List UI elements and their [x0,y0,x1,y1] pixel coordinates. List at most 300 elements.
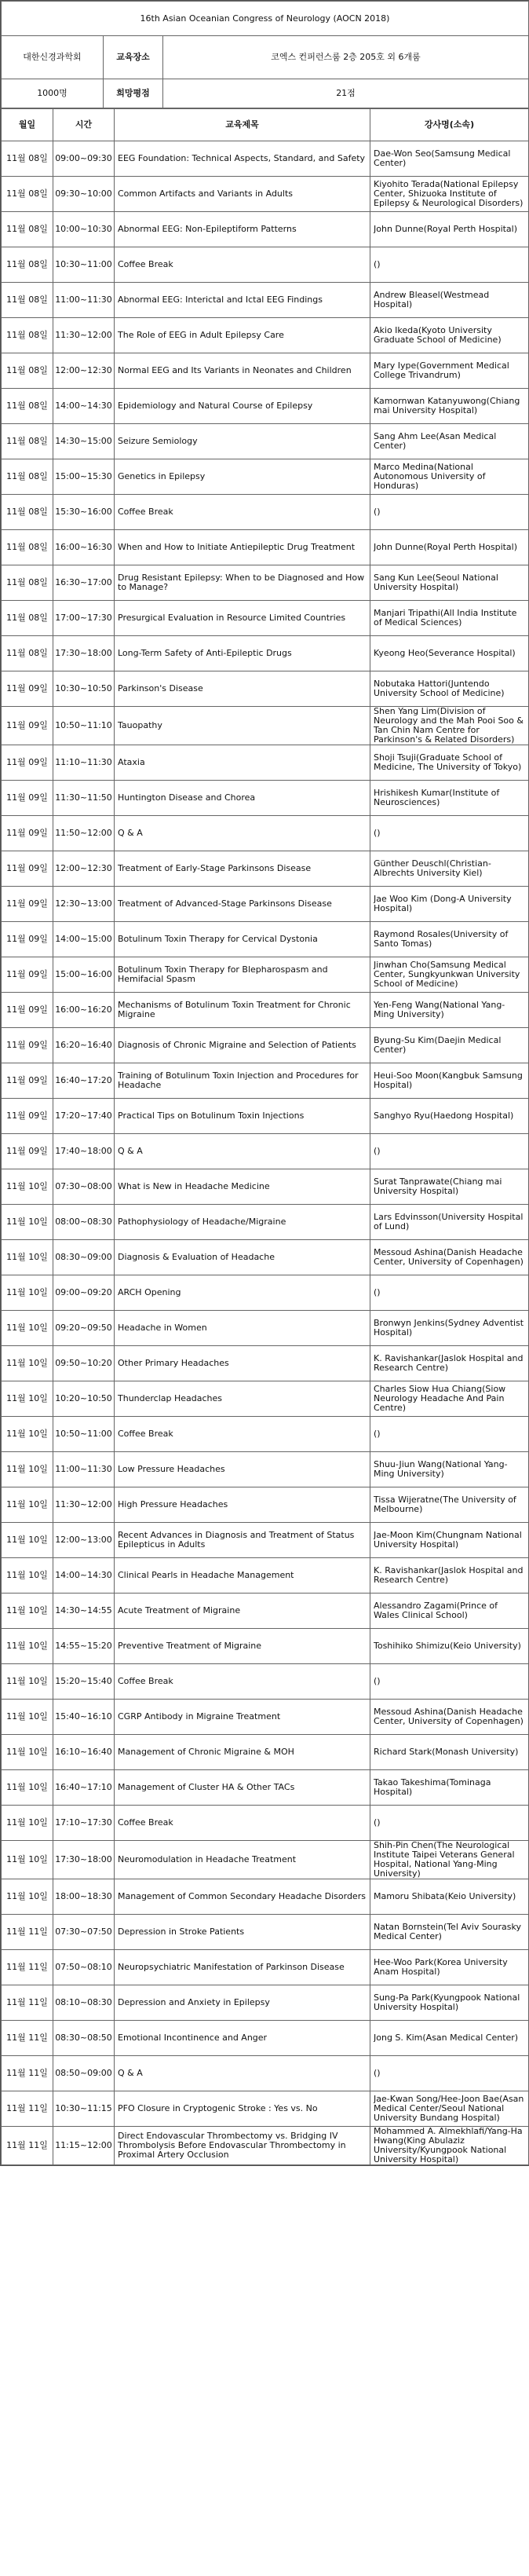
time-cell: 10:30~11:00 [53,247,115,283]
date-cell: 11월 10일 [2,1806,53,1841]
topic-cell: Diagnosis & Evaluation of Headache [115,1240,370,1275]
table-row [2,745,529,781]
time-cell: 17:30~18:00 [53,636,115,671]
date-cell: 11월 09일 [2,671,53,707]
topic-cell: Treatment of Early-Stage Parkinsons Disease [115,851,370,887]
speaker-cell [370,495,529,530]
table-row [2,993,529,1028]
date-cell: 11월 10일 [2,1240,53,1275]
speaker-cell [370,1169,529,1205]
date-cell: 11월 08일 [2,177,53,212]
date-cell: 11월 09일 [2,851,53,887]
speaker-cell [370,745,529,781]
date-cell: 11월 11일 [2,1950,53,1985]
speaker-cell [370,1915,529,1950]
date-cell: 11월 09일 [2,816,53,851]
time-cell: 15:00~16:00 [53,957,115,993]
speaker-text: Messoud Ashina(Danish Headache Center, University of Copenhagen) [374,1707,524,1726]
speaker-cell [370,1523,529,1558]
date-cell: 11월 08일 [2,283,53,318]
schedule-table [1,108,529,2165]
speaker-cell [370,424,529,459]
speaker-cell [370,459,529,495]
table-row [2,2091,529,2127]
topic-cell: Botulinum Toxin Therapy for Cervical Dystonia [115,922,370,957]
topic-cell: Management of Chronic Migraine & MOH [115,1735,370,1770]
date-cell: 11월 10일 [2,1879,53,1915]
time-cell: 16:30~17:00 [53,565,115,601]
table-row [2,1879,529,1915]
speaker-text: Toshihiko Shimizu(Keio University) [374,1641,521,1651]
speaker-text: Byung-Su Kim(Daejin Medical Center) [374,1036,502,1055]
time-cell: 14:00~14:30 [53,389,115,424]
topic-cell: High Pressure Headaches [115,1487,370,1523]
time-cell: 08:30~09:00 [53,1240,115,1275]
date-cell: 11월 09일 [2,781,53,816]
table-row [2,530,529,565]
table-row [2,177,529,212]
speaker-cell [370,2056,529,2091]
time-cell: 16:40~17:10 [53,1770,115,1806]
participants: 1000명 [2,79,104,108]
speaker-text: Jae-Moon Kim(Chungnam National University Hospital) [374,1531,522,1550]
speaker-cell [370,1134,529,1169]
topic-cell: Genetics in Epilepsy [115,459,370,495]
speaker-cell [370,1950,529,1985]
date-cell: 11월 09일 [2,745,53,781]
speaker-text: Charles Siow Hua Chiang(Siow Neurology Headache And Pain Centre) [374,1385,506,1413]
date-cell: 11월 10일 [2,1629,53,1664]
speaker-cell [370,922,529,957]
topic-cell: Seizure Semiology [115,424,370,459]
speaker-text: Natan Bornstein(Tel Aviv Sourasky Medical Center) [374,1923,521,1941]
speaker-cell [370,1311,529,1346]
topic-cell: Treatment of Advanced-Stage Parkinsons Disease [115,887,370,922]
topic-cell: Thunderclap Headaches [115,1381,370,1417]
time-cell: 14:30~15:00 [53,424,115,459]
topic-cell: Q & A [115,816,370,851]
time-cell: 15:20~15:40 [53,1664,115,1700]
date-cell: 11월 08일 [2,459,53,495]
topic-cell: Coffee Break [115,495,370,530]
topic-cell: Mechanisms of Botulinum Toxin Treatment for Chronic Migraine [115,993,370,1028]
topic-cell: Depression in Stroke Patients [115,1915,370,1950]
speaker-text: Sanghyo Ryu(Haedong Hospital) [374,1111,514,1121]
speaker-cell [370,1879,529,1915]
time-cell: 14:00~15:00 [53,922,115,957]
speaker-text: Sang Kun Lee(Seoul National University Hospital) [374,573,498,592]
topic-cell: Abnormal EEG: Interictal and Ictal EEG Findings [115,283,370,318]
date-cell: 11월 10일 [2,1346,53,1381]
speaker-cell [370,1841,529,1879]
date-cell: 11월 08일 [2,318,53,353]
time-cell: 12:00~12:30 [53,353,115,389]
date-cell: 11월 08일 [2,389,53,424]
speaker-text: Manjari Tripathi(All India Institute of Medical Sciences) [374,609,517,628]
topic-cell: Q & A [115,1134,370,1169]
speaker-text: Shih-Pin Chen(The Neurological Institute Taipei Veterans General Hospital, National Yang-Ming University) [374,1841,515,1879]
table-row [2,1487,529,1523]
topic-cell: Depression and Anxiety in Epilepsy [115,1985,370,2021]
column-header-row [2,109,529,141]
speaker-cell [370,1487,529,1523]
speaker-text: () [374,1818,381,1828]
date-cell: 11월 08일 [2,247,53,283]
topic-cell: Epidemiology and Natural Course of Epilepsy [115,389,370,424]
speaker-cell [370,1063,529,1099]
speaker-cell [370,2021,529,2056]
date-cell: 11월 10일 [2,1417,53,1452]
date-cell: 11월 10일 [2,1205,53,1240]
speaker-cell [370,1452,529,1487]
table-row [2,1629,529,1664]
time-cell: 14:30~14:55 [53,1594,115,1629]
topic-cell: Abnormal EEG: Non-Epileptiform Patterns [115,212,370,247]
speaker-text: Hrishikesh Kumar(Institute of Neurosciences) [374,789,500,807]
date-cell: 11월 11일 [2,2091,53,2127]
speaker-text: () [374,507,381,517]
time-cell: 09:00~09:20 [53,1275,115,1311]
table-row [2,353,529,389]
table-row [2,247,529,283]
speaker-cell [370,1099,529,1134]
date-cell: 11월 11일 [2,2021,53,2056]
topic-cell: Common Artifacts and Variants in Adults [115,177,370,212]
speaker-text: Jae-Kwan Song/Hee-Joon Bae(Asan Medical Center/Seoul National University Bundang Hospital) [374,2095,524,2123]
speaker-text: Günther Deuschl(Christian-Albrechts University Kiel) [374,859,491,878]
schedule-body [2,141,529,2165]
speaker-cell [370,1735,529,1770]
topic-cell: Acute Treatment of Migraine [115,1594,370,1629]
date-cell: 11월 08일 [2,601,53,636]
date-cell: 11월 10일 [2,1311,53,1346]
time-cell: 11:15~12:00 [53,2127,115,2165]
topic-cell: When and How to Initiate Antiepileptic Drug Treatment [115,530,370,565]
speaker-text: () [374,829,381,838]
topic-cell: Management of Common Secondary Headache Disorders [115,1879,370,1915]
table-row [2,1311,529,1346]
topic-cell: Other Primary Headaches [115,1346,370,1381]
table-row [2,1985,529,2021]
time-cell: 08:30~08:50 [53,2021,115,2056]
speaker-cell [370,1700,529,1735]
table-row [2,781,529,816]
date-cell: 11월 09일 [2,922,53,957]
table-row [2,283,529,318]
col-date: 월일 [2,109,53,141]
date-cell: 11월 11일 [2,1915,53,1950]
speaker-text: Dae-Won Seo(Samsung Medical Center) [374,149,511,168]
time-cell: 10:00~10:30 [53,212,115,247]
time-cell: 08:10~08:30 [53,1985,115,2021]
venue-value: 코엑스 컨퍼런스룸 2층 205호 외 6개룸 [163,36,529,79]
speaker-cell [370,1629,529,1664]
time-cell: 11:00~11:30 [53,283,115,318]
speaker-text: K. Ravishankar(Jaslok Hospital and Research Centre) [374,1354,524,1373]
speaker-cell [370,1558,529,1594]
topic-cell: EEG Foundation: Technical Aspects, Standard, and Safety [115,141,370,177]
table-row [2,922,529,957]
date-cell: 11월 08일 [2,424,53,459]
topic-cell: Coffee Break [115,247,370,283]
congress-title: 16th Asian Oceanian Congress of Neurology (AOCN 2018) [2,2,529,36]
topic-cell: Q & A [115,2056,370,2091]
speaker-cell [370,141,529,177]
col-speaker: 강사명(소속) [370,109,529,141]
time-cell: 10:50~11:10 [53,707,115,745]
table-row [2,1594,529,1629]
organizer: 대한신경과학회 [2,36,104,79]
date-cell: 11월 08일 [2,565,53,601]
time-cell: 10:30~11:15 [53,2091,115,2127]
time-cell: 10:30~10:50 [53,671,115,707]
date-cell: 11월 08일 [2,212,53,247]
time-cell: 15:00~15:30 [53,459,115,495]
time-cell: 17:40~18:00 [53,1134,115,1169]
speaker-cell [370,247,529,283]
date-cell: 11월 08일 [2,530,53,565]
speaker-cell [370,283,529,318]
date-cell: 11월 10일 [2,1594,53,1629]
time-cell: 16:00~16:30 [53,530,115,565]
time-cell: 09:20~09:50 [53,1311,115,1346]
table-row [2,565,529,601]
date-cell: 11월 08일 [2,353,53,389]
table-row [2,636,529,671]
speaker-text: Messoud Ashina(Danish Headache Center, University of Copenhagen) [374,1248,524,1267]
speaker-cell [370,851,529,887]
speaker-cell [370,1205,529,1240]
time-cell: 11:30~12:00 [53,318,115,353]
speaker-text: John Dunne(Royal Perth Hospital) [374,225,518,234]
time-cell: 07:50~08:10 [53,1950,115,1985]
table-row [2,1770,529,1806]
table-row [2,1134,529,1169]
topic-cell: Emotional Incontinence and Anger [115,2021,370,2056]
time-cell: 16:20~16:40 [53,1028,115,1063]
date-cell: 11월 11일 [2,2127,53,2165]
speaker-text: Sung-Pa Park(Kyungpook National University Hospital) [374,1993,520,2012]
topic-cell: Low Pressure Headaches [115,1452,370,1487]
speaker-cell [370,1770,529,1806]
topic-cell: Direct Endovascular Thrombectomy vs. Bridging IV Thrombolysis Before Endovascular Thrombectomy in Proximal Artery Occlusion [115,2127,370,2165]
topic-cell: Preventive Treatment of Migraine [115,1629,370,1664]
speaker-cell [370,1594,529,1629]
date-cell: 11월 08일 [2,495,53,530]
time-cell: 15:40~16:10 [53,1700,115,1735]
time-cell: 07:30~08:00 [53,1169,115,1205]
speaker-text: Jae Woo Kim (Dong-A University Hospital) [374,895,512,913]
table-row [2,2021,529,2056]
time-cell: 17:30~18:00 [53,1841,115,1879]
speaker-text: Alessandro Zagami(Prince of Wales Clinical School) [374,1601,498,1620]
topic-cell: Drug Resistant Epilepsy: When to be Diagnosed and How to Manage? [115,565,370,601]
table-row [2,1346,529,1381]
table-row [2,1169,529,1205]
topic-cell: Practical Tips on Botulinum Toxin Injections [115,1099,370,1134]
header-table [1,1,529,108]
table-row [2,2127,529,2165]
speaker-text: Heui-Soo Moon(Kangbuk Samsung Hospital) [374,1071,523,1090]
date-cell: 11월 10일 [2,1664,53,1700]
table-row [2,2056,529,2091]
time-cell: 09:30~10:00 [53,177,115,212]
date-cell: 11월 10일 [2,1700,53,1735]
table-row [2,424,529,459]
topic-cell: The Role of EEG in Adult Epilepsy Care [115,318,370,353]
speaker-text: () [374,1677,381,1686]
table-row [2,495,529,530]
topic-cell: Diagnosis of Chronic Migraine and Selection of Patients [115,1028,370,1063]
speaker-text: Shen Yang Lim(Division of Neurology and the Mah Pooi Soo & Tan Chin Nam Centre for Parkinson's & Related Disorders) [374,707,524,745]
table-row [2,459,529,495]
speaker-cell [370,177,529,212]
speaker-cell [370,530,529,565]
speaker-text: Kiyohito Terada(National Epilepsy Center, Shizuoka Institute of Epilepsy & Neurological Disorders) [374,180,524,208]
date-cell: 11월 10일 [2,1452,53,1487]
topic-cell: Clinical Pearls in Headache Management [115,1558,370,1594]
speaker-cell [370,816,529,851]
speaker-cell [370,1806,529,1841]
table-row [2,1452,529,1487]
speaker-text: John Dunne(Royal Perth Hospital) [374,543,518,552]
topic-cell: Coffee Break [115,1806,370,1841]
speaker-text: Akio Ikeda(Kyoto University Graduate School of Medicine) [374,326,502,345]
time-cell: 16:00~16:20 [53,993,115,1028]
speaker-cell [370,957,529,993]
speaker-text: () [374,1429,381,1439]
time-cell: 11:50~12:00 [53,816,115,851]
table-row [2,1028,529,1063]
time-cell: 11:10~11:30 [53,745,115,781]
topic-cell: Coffee Break [115,1417,370,1452]
table-row [2,887,529,922]
time-cell: 11:30~11:50 [53,781,115,816]
table-row [2,141,529,177]
date-cell: 11월 10일 [2,1770,53,1806]
date-cell: 11월 10일 [2,1487,53,1523]
speaker-cell [370,781,529,816]
topic-cell: Botulinum Toxin Therapy for Blepharospasm and Hemifacial Spasm [115,957,370,993]
date-cell: 11월 10일 [2,1169,53,1205]
topic-cell: Huntington Disease and Chorea [115,781,370,816]
date-cell: 11월 09일 [2,1028,53,1063]
table-row [2,212,529,247]
speaker-cell [370,212,529,247]
speaker-text: Mohammed A. Almekhlafi/Yang-Ha Hwang(King Abulaziz University/Kyungpook National University Hospital) [374,2127,523,2164]
speaker-text: Tissa Wijeratne(The University of Melbourne) [374,1495,516,1514]
speaker-cell [370,2091,529,2127]
table-row [2,1275,529,1311]
speaker-cell [370,1664,529,1700]
table-row [2,1523,529,1558]
topic-cell: What is New in Headache Medicine [115,1169,370,1205]
speaker-text: Marco Medina(National Autonomous University of Honduras) [374,463,486,491]
date-cell: 11월 09일 [2,1099,53,1134]
speaker-text: Hee-Woo Park(Korea University Anam Hospital) [374,1958,508,1977]
speaker-text: Richard Stark(Monash University) [374,1747,519,1757]
speaker-text: Shoji Tsuji(Graduate School of Medicine, The University of Tokyo) [374,753,522,772]
table-row [2,671,529,707]
time-cell: 17:20~17:40 [53,1099,115,1134]
speaker-text: Mamoru Shibata(Keio University) [374,1892,516,1901]
table-row [2,1915,529,1950]
time-cell: 09:00~09:30 [53,141,115,177]
date-cell: 11월 11일 [2,2056,53,2091]
date-cell: 11월 10일 [2,1735,53,1770]
topic-cell: PFO Closure in Cryptogenic Stroke : Yes vs. No [115,2091,370,2127]
speaker-text: Bronwyn Jenkins(Sydney Adventist Hospital) [374,1319,524,1337]
speaker-text: K. Ravishankar(Jaslok Hospital and Research Centre) [374,1566,524,1585]
topic-cell: Recent Advances in Diagnosis and Treatment of Status Epilepticus in Adults [115,1523,370,1558]
table-row [2,389,529,424]
time-cell: 11:00~11:30 [53,1452,115,1487]
speaker-text: Mary Iype(Government Medical College Trivandrum) [374,361,509,380]
topic-cell: CGRP Antibody in Migraine Treatment [115,1700,370,1735]
time-cell: 17:10~17:30 [53,1806,115,1841]
speaker-text: () [374,2069,381,2078]
speaker-cell [370,353,529,389]
time-cell: 07:30~07:50 [53,1915,115,1950]
speaker-cell [370,1240,529,1275]
time-cell: 12:30~13:00 [53,887,115,922]
speaker-cell [370,1985,529,2021]
col-topic: 교육제목 [115,109,370,141]
date-cell: 11월 09일 [2,957,53,993]
speaker-text: Sang Ahm Lee(Asan Medical Center) [374,432,497,451]
time-cell: 18:00~18:30 [53,1879,115,1915]
speaker-cell [370,565,529,601]
speaker-text: Yen-Feng Wang(National Yang-Ming University) [374,1001,505,1019]
date-cell: 11월 08일 [2,141,53,177]
table-row [2,1806,529,1841]
date-cell: 11월 10일 [2,1841,53,1879]
speaker-cell [370,389,529,424]
speaker-text: Surat Tanprawate(Chiang mai University Hospital) [374,1177,502,1196]
time-cell: 09:50~10:20 [53,1346,115,1381]
speaker-cell [370,318,529,353]
speaker-cell [370,601,529,636]
date-cell: 11월 10일 [2,1523,53,1558]
speaker-cell [370,887,529,922]
speaker-cell [370,1346,529,1381]
topic-cell: Parkinson's Disease [115,671,370,707]
table-row [2,1240,529,1275]
topic-cell: Long-Term Safety of Anti-Epileptic Drugs [115,636,370,671]
credit-label: 희망평점 [104,79,163,108]
date-cell: 11월 10일 [2,1275,53,1311]
topic-cell: Training of Botulinum Toxin Injection and Procedures for Headache [115,1063,370,1099]
table-row [2,1205,529,1240]
date-cell: 11월 10일 [2,1558,53,1594]
speaker-cell [370,1275,529,1311]
table-row [2,1700,529,1735]
time-cell: 11:30~12:00 [53,1487,115,1523]
time-cell: 12:00~13:00 [53,1523,115,1558]
table-row [2,1063,529,1099]
topic-cell: Neuromodulation in Headache Treatment [115,1841,370,1879]
table-row [2,1735,529,1770]
venue-label: 교육장소 [104,36,163,79]
speaker-cell [370,1028,529,1063]
topic-cell: Neuropsychiatric Manifestation of Parkinson Disease [115,1950,370,1985]
table-row [2,1558,529,1594]
table-row [2,601,529,636]
table-row [2,1841,529,1879]
date-cell: 11월 09일 [2,887,53,922]
table-row [2,851,529,887]
table-row [2,707,529,745]
